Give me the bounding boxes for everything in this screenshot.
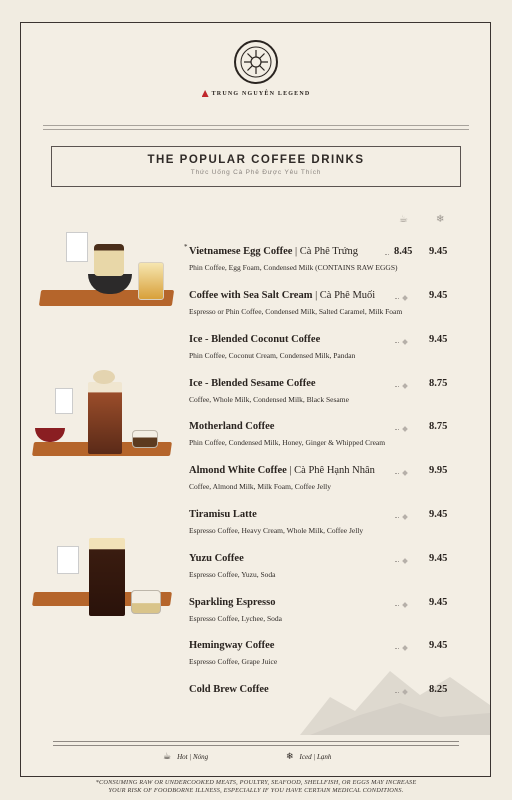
leader-dots [395,342,399,343]
item-name-vi: | Cà Phê Trứng [292,246,358,257]
snowflake-icon: ❄ [286,752,294,762]
leader-dots [395,429,399,430]
item-name-en: Yuzu Coffee [189,553,244,564]
item-name [189,684,455,695]
legend-hot-label: Hot | Nóng [177,753,209,761]
item-description: Coffee, Whole Milk, Condensed Milk, Black Sesame [189,395,349,404]
leader-dots [395,605,399,606]
menu-item [189,509,455,535]
section-title-box [51,146,461,187]
menu-item [184,243,455,272]
item-name-en: Vietnamese Egg Coffee [189,246,293,257]
price-iced: 9.45 [429,640,448,651]
item-description: Phin Coffee, Condensed Milk, Honey, Ginger & Whipped Cream [189,438,386,447]
menu-item [189,553,455,579]
item-name [189,465,455,476]
item-name [189,378,455,389]
footer-divider [53,745,459,746]
price-iced: 9.45 [429,246,448,257]
item-description: Espresso Coffee, Heavy Cream, Whole Milk, Coffee Jelly [189,526,364,535]
price-hot: 8.45 [394,246,413,257]
menu-item [189,290,455,316]
item-name [189,597,455,608]
price-iced: 8.75 [429,378,448,389]
disclaimer-line: *CONSUMING RAW OR UNDERCOOKED MEATS, POULTRY, SEAFOOD, SHELLFISH, OR EGGS MAY INCREASE [95,779,417,786]
price-iced: 9.45 [429,509,448,520]
legend-hot [163,752,208,762]
brand-flame-icon [202,90,209,97]
egg-coffee-photo [40,228,175,323]
legend-iced [286,752,331,762]
menu-item [189,378,455,404]
menu-item [189,640,455,666]
item-description: Espresso Coffee, Yuzu, Soda [189,570,276,579]
footer-divider [53,741,459,742]
item-name [189,509,455,520]
leader-dots [395,692,399,693]
divider [43,125,469,126]
section-subtitle: Thức Uống Cà Phê Được Yêu Thích [190,169,322,176]
price-iced: 9.95 [429,465,448,476]
item-description: Coffee, Almond Milk, Milk Foam, Coffee Jelly [189,482,332,491]
price-iced: 9.45 [429,334,448,345]
leader-dots [385,254,389,255]
snowflake-icon: ❄ [436,214,445,225]
item-name-en: Almond White Coffee [189,465,287,476]
item-name-vi: | Cà Phê Hạnh Nhân [286,465,375,476]
price-iced: 9.45 [429,553,448,564]
item-name-en: Hemingway Coffee [189,640,275,651]
leader-dots [395,386,399,387]
leader-dots [395,517,399,518]
coffee-cup-icon: ☕ [163,752,172,762]
price-iced: 8.25 [429,684,448,695]
brand-name: TRUNG NGUYÊN LEGEND [211,90,311,97]
logo-emblem-icon [234,40,278,84]
menu-item [189,684,455,695]
legend-iced-label: Iced | Lạnh [299,753,332,761]
item-description: Espresso Coffee, Grape Juice [189,657,278,666]
price-iced: 8.75 [429,421,448,432]
menu-item [189,334,455,360]
section-title: THE POPULAR COFFEE DRINKS [147,154,365,166]
raw-egg-marker: * [184,243,188,251]
item-description: Espresso or Phin Coffee, Condensed Milk, Salted Caramel, Milk Foam [189,307,403,316]
disclaimer-line: YOUR RISK OF FOODBORNE ILLNESS, ESPECIALLY IF YOU HAVE CERTAIN MEDICAL CONDITIONS. [108,787,404,794]
leader-dots [395,648,399,649]
item-name [189,334,455,345]
item-name [189,246,455,257]
item-name-en: Ice - Blended Sesame Coffee [189,378,316,389]
divider [43,129,469,130]
menu-item [189,465,455,491]
coffee-cup-icon: ☕ [399,214,408,225]
yuzu-coffee-photo [33,532,173,637]
leader-dots [395,298,399,299]
leader-dots [395,473,399,474]
allergy-disclaimer [0,779,512,795]
item-name-vi: | Cà Phê Muối [312,290,376,301]
item-description: Espresso Coffee, Lychee, Soda [189,614,282,623]
item-name [189,290,455,301]
item-name-en: Tiramisu Latte [189,509,257,520]
menu-item [189,421,455,447]
item-name-en: Coffee with Sea Salt Cream [189,290,313,301]
item-name [189,421,455,432]
item-description: Phin Coffee, Egg Foam, Condensed Milk (CONTAINS RAW EGGS) [189,263,398,272]
motherland-coffee-photo [33,360,173,480]
price-iced: 9.45 [429,597,448,608]
item-name-en: Ice - Blended Coconut Coffee [189,334,321,345]
price-iced: 9.45 [429,290,448,301]
item-name-en: Motherland Coffee [189,421,275,432]
item-name-en: Cold Brew Coffee [189,684,269,695]
leader-dots [395,561,399,562]
item-name [189,640,455,651]
item-description: Phin Coffee, Coconut Cream, Condensed Milk, Pandan [189,351,356,360]
menu-item [189,597,455,623]
item-name [189,553,455,564]
item-name-en: Sparkling Espresso [189,597,276,608]
brand-logo [0,40,512,97]
